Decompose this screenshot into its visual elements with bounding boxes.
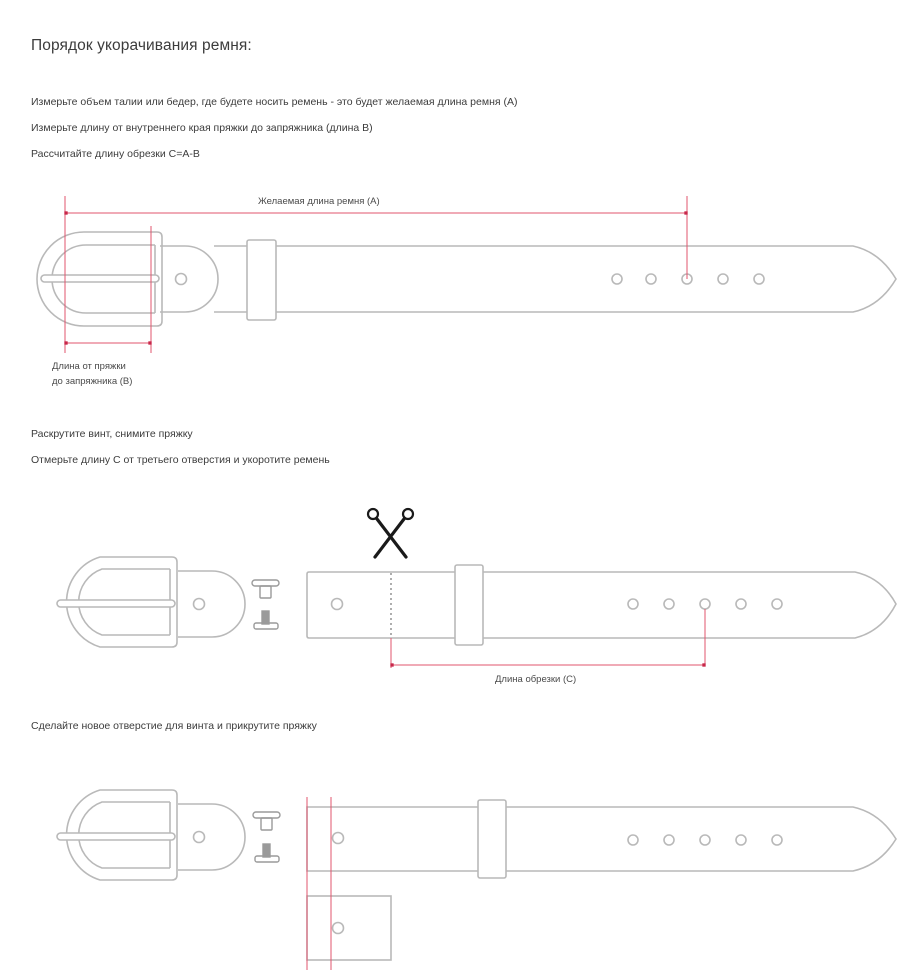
figure-3-dimensions — [307, 797, 331, 970]
screw-icon-2 — [253, 812, 280, 862]
length-b-label-line2: до запряжника (B) — [52, 376, 133, 387]
scissors-icon — [368, 509, 413, 557]
buckle-tab — [160, 246, 218, 312]
figure-1-full-belt — [37, 232, 896, 326]
figure-2-detached-buckle — [57, 557, 245, 647]
step-2-text: Измерьте длину от внутреннего края пряжки до запряжника (длина B) — [31, 122, 373, 134]
buckle-screw-hole — [176, 274, 187, 285]
buckle-pin — [41, 275, 159, 282]
belt-holes — [612, 274, 764, 284]
belt-keeper — [247, 240, 276, 320]
figure-3-detached-buckle — [57, 790, 245, 880]
length-a-label: Желаемая длина ремня (A) — [258, 196, 380, 207]
length-b-label-line1: Длина от пряжки — [52, 361, 126, 372]
step-3-text: Рассчитайте длину обрезки C=A-B — [31, 148, 200, 160]
figure-1-dimensions — [65, 196, 687, 353]
screw-icon — [252, 580, 279, 629]
figure-2-belt-strap — [307, 565, 896, 645]
figure-3-belt-strap — [307, 800, 896, 878]
belt-strap — [214, 246, 896, 312]
step-1-text: Измерьте объем талии или бедер, где будете носить ремень - это будет желаемая длина ремня (A) — [31, 96, 518, 108]
figure-3-cut-piece — [307, 896, 391, 960]
length-c-label: Длина обрезки (C) — [495, 674, 577, 685]
step-6-text: Сделайте новое отверстие для винта и прикрутите пряжку — [31, 720, 317, 732]
step-5-text: Отмерьте длину С от третьего отверстия и укоротите ремень — [31, 454, 330, 466]
step-4-text: Раскрутите винт, снимите пряжку — [31, 428, 193, 440]
page-title: Порядок укорачивания ремня: — [31, 37, 252, 54]
